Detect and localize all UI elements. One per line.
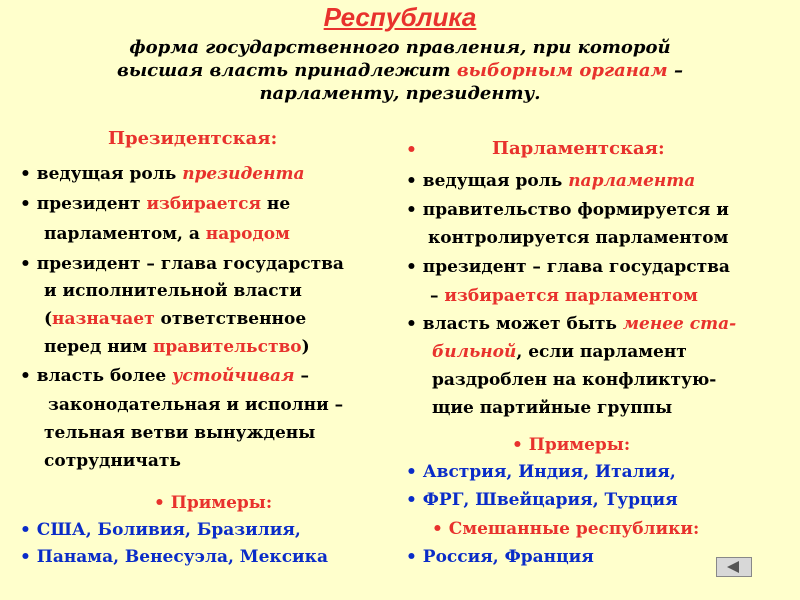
list-item — [432, 342, 687, 362]
list-item: контролируется парламентом — [428, 228, 729, 248]
list-item — [44, 309, 306, 329]
examples-label: • Примеры: — [154, 493, 273, 513]
example-item: • Панама, Венесуэла, Мексика — [20, 547, 328, 567]
example-item: • США, Боливия, Бразилия, — [20, 520, 301, 540]
parliamentary-heading: Парламентская: — [492, 138, 665, 159]
heading-bullet: • — [406, 140, 417, 160]
item-text: – — [430, 286, 445, 306]
example-item: • Австрия, Индия, Италия, — [406, 462, 676, 482]
presidential-heading: Президентская: — [108, 128, 278, 149]
item-highlight: правительство — [152, 337, 302, 357]
definition-highlight: выборным органам — [456, 60, 668, 81]
item-text: • президент — [20, 194, 147, 214]
item-text: – — [294, 366, 310, 386]
back-button[interactable] — [716, 557, 752, 577]
item-highlight: президента — [182, 164, 305, 184]
definition — [40, 36, 760, 105]
definition-line: парламенту, президенту. — [259, 83, 541, 104]
list-item: сотрудничать — [44, 451, 181, 471]
item-highlight: бильной — [432, 342, 517, 362]
list-item — [406, 314, 736, 334]
definition-text: – — [667, 60, 683, 81]
item-text: парламентом, а — [44, 224, 206, 244]
item-highlight: парламента — [568, 171, 696, 191]
page-title: Республика — [323, 2, 477, 32]
mixed-label: • Смешанные республики: — [432, 519, 700, 539]
example-item: • Россия, Франция — [406, 547, 594, 567]
definition-text: высшая власть принадлежит — [117, 60, 457, 81]
item-text: • ведущая роль — [20, 164, 183, 184]
list-item: и исполнительной власти — [44, 281, 302, 301]
item-text: • власть более — [20, 366, 173, 386]
list-item: тельная ветви вынуждены — [44, 423, 316, 443]
item-highlight: избирается — [146, 194, 262, 214]
list-item — [44, 337, 310, 357]
list-item — [20, 164, 305, 184]
list-item: законодательная и исполни – — [48, 395, 344, 415]
list-item: • президент – глава государства — [406, 257, 730, 277]
item-highlight: менее ста- — [622, 314, 737, 334]
list-item — [406, 171, 695, 191]
item-text: ( — [44, 309, 53, 329]
definition-line: форма государственного правления, при которой — [129, 37, 671, 58]
item-text: перед ним — [44, 337, 153, 357]
list-item — [20, 194, 290, 214]
example-item: • ФРГ, Швейцария, Турция — [406, 490, 678, 510]
list-item: раздроблен на конфликтую- — [432, 370, 717, 390]
definition-line — [40, 59, 760, 82]
item-highlight: народом — [205, 224, 290, 244]
item-highlight: устойчивая — [172, 366, 295, 386]
list-item — [430, 286, 698, 306]
list-item: • правительство формируется и — [406, 200, 729, 220]
back-arrow-icon — [717, 558, 751, 576]
item-text: не — [261, 194, 291, 214]
item-highlight: назначает — [52, 309, 155, 329]
item-text: , если парламент — [516, 342, 687, 362]
list-item: • президент – глава государства — [20, 254, 344, 274]
item-text: ответственное — [154, 309, 307, 329]
item-text: ) — [301, 337, 310, 357]
list-item — [20, 366, 309, 386]
list-item — [44, 224, 290, 244]
item-text: • власть может быть — [406, 314, 623, 334]
item-highlight: избирается парламентом — [444, 286, 698, 306]
list-item: щие партийные группы — [432, 398, 673, 418]
examples-label: • Примеры: — [512, 435, 631, 455]
item-text: • ведущая роль — [406, 171, 569, 191]
